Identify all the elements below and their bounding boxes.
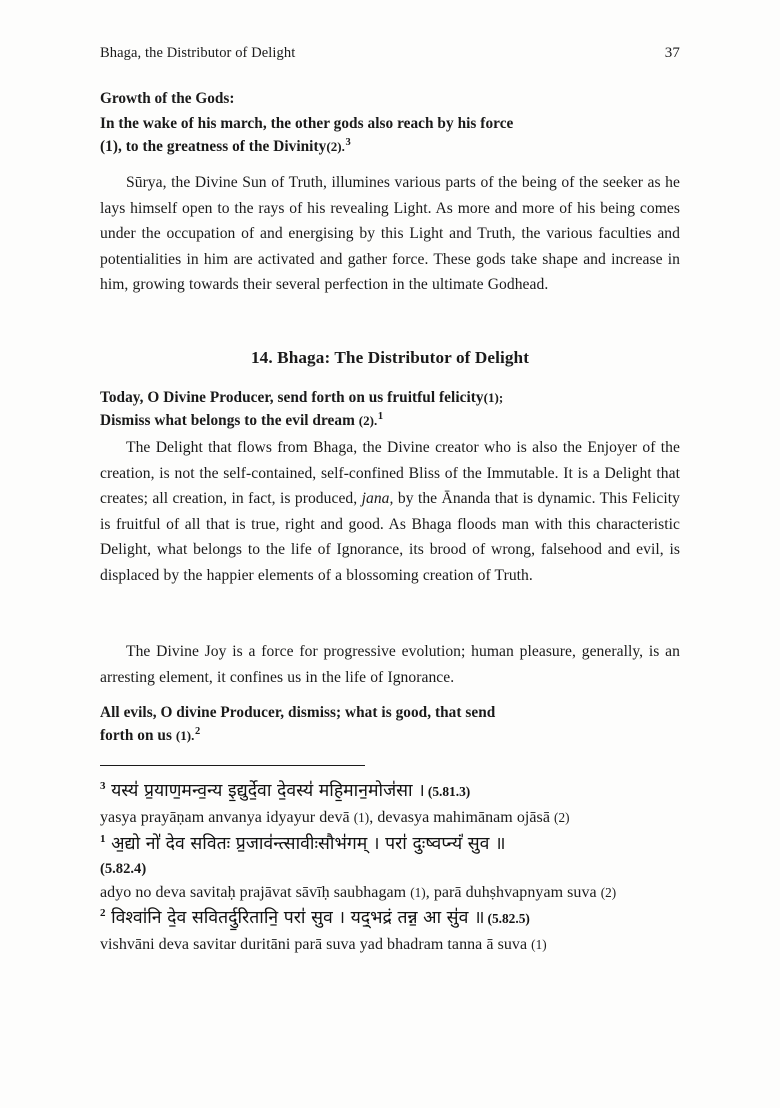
verse-3-line-1: All evils, O divine Producer, dismiss; what is good, that send: [100, 704, 496, 721]
paragraph-delight-italic-jana: jana,: [361, 490, 394, 508]
verse-block-1: [100, 113, 680, 158]
footnote-transliteration: [100, 932, 680, 958]
footnote-translit-num-1: (1): [353, 810, 370, 825]
running-head: [100, 45, 680, 62]
footnote-translit-a: vishvāni deva savitar duritāni parā suva yad bhadram tanna ā suva: [100, 936, 532, 953]
paragraph-delight-part-b: by the Ānanda that is dynamic. This Felicity is fruitful of all that is true, right and good. As Bhaga floods man with this characteristic Delight, what belongs to the life of Ignorance, its brood of wrong, falsehood and evil, is displaced by the happier elements of a blossoming creation of Truth.: [100, 490, 680, 584]
running-head-title: Bhaga, the Distributor of Delight: [100, 45, 296, 61]
paragraph-delight-part-a: The Delight that flows from Bhaga, the Divine creator who is also the Enjoyer of the creation, is not the self-contained, self-confined Bliss of the Immutable. It is a Delight that creates; all creation, in fact, is produced,: [100, 439, 680, 508]
footnote-reference: (5.81.3): [427, 784, 471, 799]
footnote-entry: [100, 778, 680, 831]
section-title: 14. Bhaga: The Distributor of Delight: [250, 348, 530, 367]
verse-2-line-1-text: Today, O Divine Producer, send forth on us fruitful felicity: [100, 389, 484, 406]
verse-block-3: [100, 702, 680, 747]
page-number: 37: [664, 45, 680, 61]
footnote-entry: [100, 905, 680, 958]
footnote-translit-b: , parā duhṣhvapnyam suva: [425, 883, 601, 901]
verse-3-line-2: [100, 725, 680, 748]
footnote-translit-num-2: (2): [600, 884, 617, 900]
verse-1-ref-num: (2).: [326, 138, 345, 154]
verse-2-line-1: [100, 387, 680, 410]
footnote-reference: (5.82.4): [100, 860, 147, 877]
footnote-devanagari: [100, 905, 680, 932]
subheading-growth-of-the-gods: Growth of the Gods:: [100, 90, 235, 107]
footnote-devanagari-text: यस्य॑ प्र॒याण॒मन्व॒न्य इ॒द्युर्दे॒वा दे॒वस्य॑ महि॒मान॒मोज॑सा ।: [111, 781, 425, 801]
paragraph-delight: [100, 435, 680, 589]
footnote-translit-a: yasya prayāṇam anvanya idyayur devā: [100, 809, 354, 826]
footnote-marker-2: 2: [194, 725, 201, 737]
verse-3-line-2-text: forth on us: [100, 726, 172, 744]
footnote-devanagari: [100, 831, 680, 858]
footnote-marker: 3: [100, 780, 106, 793]
footnote-translit-num-1: (1): [410, 884, 426, 900]
verse-1-line-2-text: (1), to the greatness of the Divinity: [100, 137, 327, 155]
paragraph-surya: Sūrya, the Divine Sun of Truth, illumines various parts of the being of the seeker as he lays himself open to the rays of his revealing Light. As more and more of his being comes under the occupation of and energising by this Light and Truth, the various faculties and potentialities in him are activated and gather force. These gods take shape and increase in him, growing towards their several perfection in the ultimate Godhead.: [100, 174, 680, 294]
verse-2-line-2-text: Dismiss what belongs to the evil dream: [100, 411, 355, 429]
paragraph-divine-joy: The Divine Joy is a force for progressive evolution; human pleasure, generally, is an arresting element, it confines us in the life of Ignorance.: [100, 643, 680, 686]
footnote-translit-a: adyo no deva savitaḥ prajāvat sāvīḥ saubhagam: [100, 883, 411, 901]
footnote-reference: (5.82.5): [487, 911, 530, 926]
verse-2-line-2: [100, 410, 680, 433]
footnote-translit-num-2: (2): [554, 810, 570, 825]
verse-3-ref-num: (1).: [175, 727, 195, 743]
footnote-transliteration: [100, 880, 680, 906]
verse-block-2: [100, 387, 680, 432]
footnote-list: [100, 778, 680, 958]
footnote-devanagari-text: विश्वा॑नि दे॒व सवितर्दु॒रितानि॒ परा॑ सुव । यद्॒भद्रं तन्न॒ आ सु॑व ॥: [111, 908, 485, 928]
footnote-marker: 1: [100, 832, 106, 845]
footnote-devanagari: [100, 778, 680, 805]
verse-1-line-2: [100, 136, 680, 159]
footnote-translit-num-1: (1): [531, 937, 547, 952]
verse-2-ref-num-2: (2).: [358, 412, 378, 428]
footnote-marker-3: 3: [345, 136, 351, 148]
footnote-devanagari-text: अ॒द्यो नो॑ देव सवितः प्र॒जाव॑न्त्सावीःसौभ॑गम् । परा॑ दुःष्वप्न्यं॑ सुव ॥: [111, 833, 506, 854]
footnote-transliteration: [100, 805, 680, 831]
footnote-entry: [100, 831, 680, 906]
footnote-separator-rule: [100, 765, 365, 766]
footnote-marker-1: 1: [377, 410, 384, 422]
footnote-translit-b: , devasya mahimānam ojāsā: [369, 809, 555, 826]
verse-2-ref-num-1: (1);: [483, 390, 504, 405]
verse-1-line-1: In the wake of his march, the other gods also reach by his force: [100, 115, 514, 132]
footnote-marker: 2: [100, 907, 106, 920]
